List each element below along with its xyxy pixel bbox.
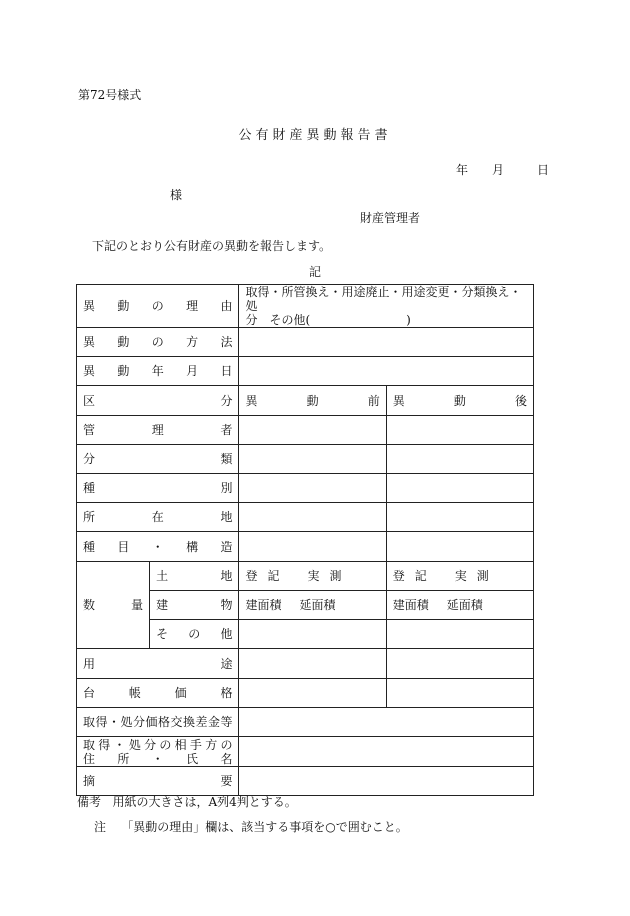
date-label-cell <box>77 357 239 386</box>
party-label-line2: 住所・氏名 <box>83 751 233 766</box>
date-year-label: 年 <box>456 163 469 177</box>
change-date-label: 異動年月日 <box>83 364 233 378</box>
table-row-location <box>77 503 534 532</box>
use-after-cell[interactable] <box>386 649 533 679</box>
reason-value-cell[interactable] <box>239 285 534 328</box>
use-label: 用途 <box>83 656 233 671</box>
intro-text: 下記のとおり公有財産の異動を報告します。 <box>92 239 332 253</box>
kind-label-cell <box>77 532 239 562</box>
kind-after-cell[interactable] <box>386 532 533 562</box>
note1-head: 備考 <box>77 795 102 809</box>
form-number: 第72号様式 <box>78 88 142 102</box>
land-after-surveyed: 実測 <box>454 569 499 583</box>
report-date <box>456 161 549 178</box>
table-row-price <box>77 708 534 737</box>
admin-after-cell[interactable] <box>386 416 533 445</box>
building-after-floor: 延面積 <box>446 598 483 612</box>
location-before-cell[interactable] <box>239 503 386 532</box>
quantity-label: 数量 <box>83 598 144 612</box>
ledger-before-cell[interactable] <box>239 679 386 708</box>
land-label-cell <box>150 562 239 591</box>
type-label-cell <box>77 474 239 503</box>
price-label: 取得・処分価格交換差金等 <box>83 715 233 729</box>
admin-label-cell <box>77 416 239 445</box>
note2-head: 注 <box>94 820 107 834</box>
table-row-remarks <box>77 767 534 796</box>
note-reason-circle <box>94 818 408 835</box>
type-before-cell[interactable] <box>239 474 386 503</box>
use-label-cell <box>77 649 239 679</box>
table-row-class <box>77 445 534 474</box>
land-before-registered: 登記 <box>245 569 290 583</box>
method-value-cell[interactable] <box>239 328 534 357</box>
reason-options-line1: 取得・所管換え・用途廃止・用途変更・分類換え・処 <box>245 285 522 313</box>
addressee-suffix: 様 <box>170 188 183 202</box>
remarks-value-cell[interactable] <box>239 767 534 796</box>
kind-label: 種目・構造 <box>83 539 233 554</box>
remarks-label-cell <box>77 767 239 796</box>
after-header: 異動後 <box>392 393 527 408</box>
table-row-use <box>77 649 534 679</box>
price-label-cell <box>77 708 239 737</box>
building-before-floor: 延面積 <box>299 598 336 612</box>
kubun-label: 区分 <box>83 393 233 408</box>
table-row-type <box>77 474 534 503</box>
building-before-area: 建面積 <box>245 598 282 612</box>
form-title: 公有財産異動報告書 <box>238 128 392 143</box>
ki-heading: 記 <box>308 265 321 279</box>
date-day-label: 日 <box>537 163 550 177</box>
ledger-label-cell <box>77 679 239 708</box>
land-before-cell[interactable] <box>239 562 386 591</box>
building-before-cell[interactable] <box>239 591 386 620</box>
table-row-ledger <box>77 679 534 708</box>
table-row-method <box>77 328 534 357</box>
reason-options-line2: 分 その他( ) <box>245 313 411 327</box>
after-header-cell <box>386 386 533 416</box>
table-row-reason <box>77 285 534 328</box>
class-before-cell[interactable] <box>239 445 386 474</box>
method-label-cell <box>77 328 239 357</box>
location-label: 所在地 <box>83 510 233 524</box>
ledger-after-cell[interactable] <box>386 679 533 708</box>
table-row-date <box>77 357 534 386</box>
kind-before-cell[interactable] <box>239 532 386 562</box>
table-row-kubun <box>77 386 534 416</box>
party-label-line1: 取得・処分の相手方の <box>83 737 233 752</box>
party-label-cell <box>77 737 239 767</box>
note1-text: 用紙の大きさは，A列4判とする。 <box>112 795 297 809</box>
table-row-party <box>77 737 534 767</box>
building-label-cell <box>150 591 239 620</box>
admin-label: 管理者 <box>83 423 233 437</box>
table-row-land <box>77 562 534 591</box>
building-after-area: 建面積 <box>392 598 429 612</box>
other-label: その他 <box>156 627 233 641</box>
location-after-cell[interactable] <box>386 503 533 532</box>
note-paper-size <box>77 793 297 810</box>
reason-label: 異動の理由 <box>83 299 233 313</box>
land-after-cell[interactable] <box>386 562 533 591</box>
location-label-cell <box>77 503 239 532</box>
report-table <box>76 284 534 796</box>
class-label: 分類 <box>83 452 233 466</box>
note2-text: 「異動の理由」欄は、該当する事項を○で囲むこと。 <box>121 820 408 834</box>
class-label-cell <box>77 445 239 474</box>
land-before-surveyed: 実測 <box>307 569 352 583</box>
land-label: 土地 <box>156 569 233 583</box>
remarks-label: 摘要 <box>83 774 233 788</box>
reason-label-cell <box>77 285 239 328</box>
use-before-cell[interactable] <box>239 649 386 679</box>
class-after-cell[interactable] <box>386 445 533 474</box>
before-header-cell <box>239 386 386 416</box>
kubun-label-cell <box>77 386 239 416</box>
building-label: 建物 <box>156 598 233 612</box>
other-after-cell[interactable] <box>386 620 533 649</box>
ledger-label: 台帳価格 <box>83 686 233 700</box>
manager-label: 財産管理者 <box>360 211 421 225</box>
quantity-label-cell <box>77 562 150 649</box>
before-header: 異動前 <box>245 393 380 408</box>
table-row-kind <box>77 532 534 562</box>
land-after-registered: 登記 <box>392 569 437 583</box>
party-value-cell[interactable] <box>239 737 534 767</box>
table-row-admin <box>77 416 534 445</box>
date-value-cell[interactable] <box>239 357 534 386</box>
price-value-cell[interactable] <box>239 708 534 737</box>
method-label: 異動の方法 <box>83 335 233 349</box>
building-after-cell[interactable] <box>386 591 533 620</box>
other-before-cell[interactable] <box>239 620 386 649</box>
type-label: 種別 <box>83 481 233 495</box>
admin-before-cell[interactable] <box>239 416 386 445</box>
other-label-cell <box>150 620 239 649</box>
type-after-cell[interactable] <box>386 474 533 503</box>
date-month-label: 月 <box>492 163 505 177</box>
